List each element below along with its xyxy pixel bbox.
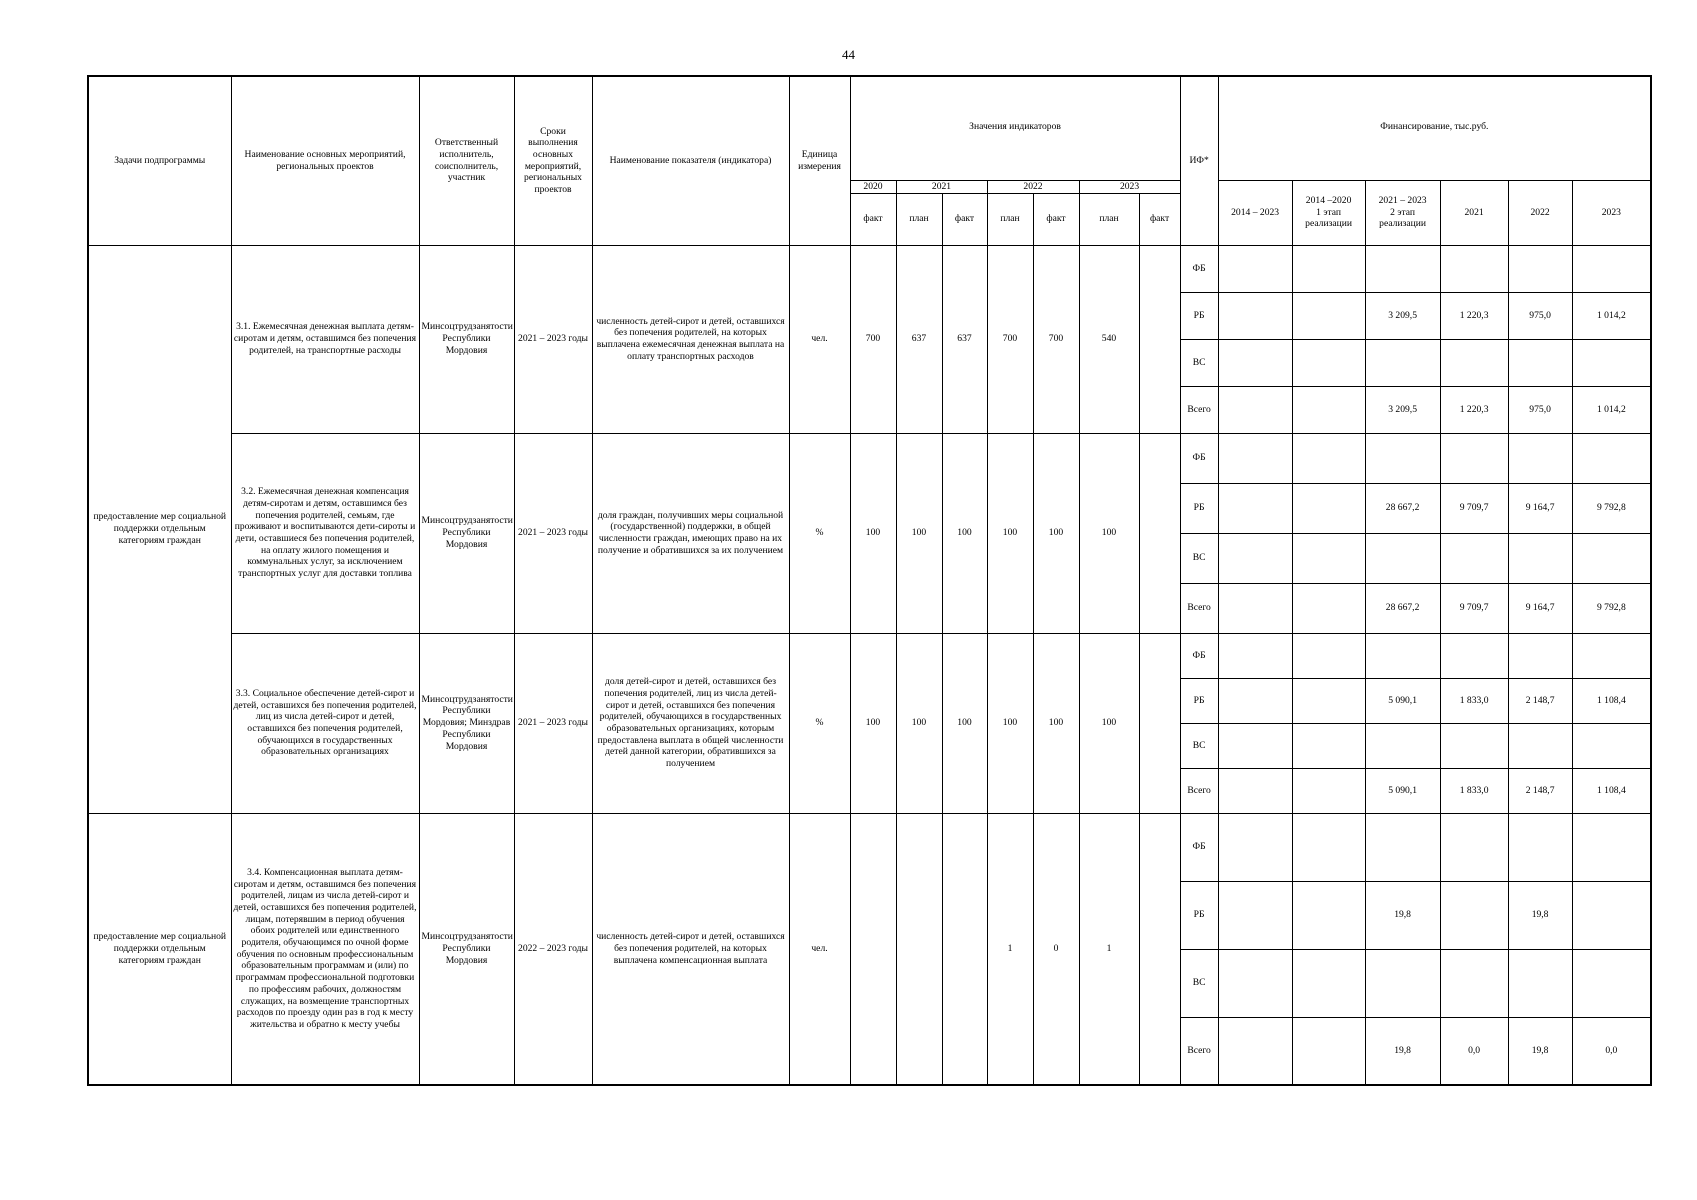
fin-value: 9 164,7 [1508,483,1572,533]
fin-source: ФБ [1180,245,1218,292]
fin-value [1218,881,1292,949]
fin-value [1218,678,1292,723]
indicator-value: 100 [987,633,1033,813]
fin-value: 2 148,7 [1508,768,1572,813]
fin-value [1508,533,1572,583]
indicator-value: 637 [942,245,987,433]
fin-value [1365,813,1440,881]
executor-cell: Минсоцтрудзанятости Республики Мордовия [419,813,514,1085]
fin-value: 975,0 [1508,292,1572,339]
header-subcol: факт [1033,193,1079,245]
fin-value [1218,768,1292,813]
fin-value: 9 792,8 [1572,583,1651,633]
fin-value: 19,8 [1365,881,1440,949]
fin-source: ФБ [1180,633,1218,678]
indicator-cell: численность детей-сирот и детей, оставшихся без попечения родителей, на которых выплачена компенсационная выплата [592,813,789,1085]
table-row [88,433,1651,483]
fin-source: Всего [1180,1017,1218,1085]
fin-value [1572,881,1651,949]
fin-source: РБ [1180,881,1218,949]
header-year-2021: 2021 [896,180,987,193]
terms-cell: 2022 – 2023 годы [514,813,592,1085]
fin-value [1365,245,1440,292]
fin-value [1292,881,1365,949]
header-fin-col: 2014 – 2023 [1218,180,1292,245]
fin-value [1572,245,1651,292]
header-year-2020: 2020 [850,180,896,193]
indicator-value: 100 [1033,433,1079,633]
measure-cell: 3.4. Компенсационная выплата детям-сиротам и детям, оставшимся без попечения родителей, лицам из числа детей-сирот и детей, оставшихся без попечения родителей, лицам, потерявшим в период обучения обоих родителей или единственного родителя, обучающимся по очной форме обучения по основным профессиональным образовательным программам и (или) по программам профессиональной подготовки по профессиям рабочих, должностям служащих, на возмещение транспортных расходов по проезду один раз в год к месту жительства и обратно к месту учебы [231,813,419,1085]
fin-value: 1 833,0 [1440,768,1508,813]
fin-value [1292,949,1365,1017]
header-values: Значения индикаторов [850,76,1180,180]
fin-value [1218,949,1292,1017]
indicator-value: 1 [1079,813,1139,1085]
fin-value: 3 209,5 [1365,292,1440,339]
fin-value [1292,633,1365,678]
indicator-value [850,813,896,1085]
unit-cell: чел. [789,245,850,433]
fin-value: 5 090,1 [1365,678,1440,723]
header-fin-col: 2022 [1508,180,1572,245]
fin-source: ВС [1180,533,1218,583]
fin-value [1440,533,1508,583]
indicator-value [1139,245,1180,433]
fin-value [1365,433,1440,483]
indicator-value [1139,433,1180,633]
fin-value [1508,949,1572,1017]
header-year-2023: 2023 [1079,180,1180,193]
header-subcol: план [1079,193,1139,245]
fin-value [1440,881,1508,949]
fin-value [1292,813,1365,881]
fin-value [1365,723,1440,768]
fin-value [1292,433,1365,483]
indicator-value: 100 [850,433,896,633]
fin-value [1440,633,1508,678]
fin-value: 1 833,0 [1440,678,1508,723]
indicator-value: 700 [987,245,1033,433]
fin-value [1440,339,1508,386]
unit-cell: % [789,433,850,633]
fin-value: 9 709,7 [1440,483,1508,533]
fin-value [1292,483,1365,533]
header-subcol: факт [942,193,987,245]
fin-value [1292,678,1365,723]
fin-value: 9 164,7 [1508,583,1572,633]
indicator-value [1139,633,1180,813]
indicator-cell: численность детей-сирот и детей, оставшихся без попечения родителей, на которых выплачена ежемесячная денежная выплата на оплату транспортных расходов [592,245,789,433]
fin-source: ФБ [1180,433,1218,483]
header-subcol: план [896,193,942,245]
indicator-cell: доля граждан, получивших меры социальной (государственной) поддержки, в общей численности граждан, имеющих право на их получение и обратившихся за их получением [592,433,789,633]
fin-value [1572,949,1651,1017]
fin-value [1508,723,1572,768]
fin-value [1508,813,1572,881]
fin-value [1572,533,1651,583]
fin-value: 0,0 [1572,1017,1651,1085]
fin-value: 28 667,2 [1365,483,1440,533]
fin-value [1218,633,1292,678]
fin-value [1292,533,1365,583]
indicator-value [1139,813,1180,1085]
fin-value [1218,433,1292,483]
fin-value [1440,813,1508,881]
fin-source: ФБ [1180,813,1218,881]
fin-value: 1 108,4 [1572,768,1651,813]
fin-value: 1 014,2 [1572,292,1651,339]
table-row [88,245,1651,292]
fin-source: РБ [1180,292,1218,339]
executor-cell: Минсоцтрудзанятости Республики Мордовия [419,433,514,633]
fin-value [1292,583,1365,633]
fin-value [1218,292,1292,339]
header-tasks: Задачи подпрограммы [88,76,231,245]
indicator-value: 700 [850,245,896,433]
header-fin-col: 2014 –2020 1 этап реализации [1292,180,1365,245]
indicator-value: 100 [942,433,987,633]
fin-source: ВС [1180,949,1218,1017]
indicator-value: 100 [1079,633,1139,813]
executor-cell: Минсоцтрудзанятости Республики Мордовия [419,245,514,433]
header-terms: Сроки выполнения основных мероприятий, региональных проектов [514,76,592,245]
header-measures: Наименование основных мероприятий, региональных проектов [231,76,419,245]
terms-cell: 2021 – 2023 годы [514,633,592,813]
fin-value [1508,433,1572,483]
indicator-value: 637 [896,245,942,433]
fin-value [1365,533,1440,583]
fin-value [1440,949,1508,1017]
fin-value: 1 108,4 [1572,678,1651,723]
fin-value [1292,723,1365,768]
header-fin-col: 2021 [1440,180,1508,245]
fin-value: 975,0 [1508,386,1572,433]
indicator-value: 100 [896,633,942,813]
fin-source: Всего [1180,386,1218,433]
header-indicator: Наименование показателя (индикатора) [592,76,789,245]
indicator-value: 100 [987,433,1033,633]
indicator-value: 100 [850,633,896,813]
fin-value [1508,339,1572,386]
fin-value [1218,245,1292,292]
fin-value [1440,433,1508,483]
indicator-value: 100 [1079,433,1139,633]
program-table [87,75,1652,1086]
indicator-value: 100 [942,633,987,813]
measure-cell: 3.3. Социальное обеспечение детей-сирот и детей, оставшихся без попечения родителей, лиц из числа детей-сирот и детей, оставшихся без попечения родителей, обучающихся в государственных образовательных организациях [231,633,419,813]
fin-value [1292,245,1365,292]
fin-value [1365,949,1440,1017]
fin-value: 19,8 [1508,1017,1572,1085]
fin-value: 3 209,5 [1365,386,1440,433]
fin-value [1218,339,1292,386]
fin-value [1218,386,1292,433]
fin-value [1572,633,1651,678]
fin-value: 1 220,3 [1440,386,1508,433]
measure-cell: 3.2. Ежемесячная денежная компенсация детям-сиротам и детям, оставшимся без попечения родителей, семьям, где проживают и воспитываются дети-сироты и дети, оставшиеся без попечения родителей, на оплату жилого помещения и коммунальных услуг, за исключением транспортных услуг для доставки топлива [231,433,419,633]
header-subcol: план [987,193,1033,245]
fin-value [1218,1017,1292,1085]
fin-value [1292,292,1365,339]
fin-value [1572,813,1651,881]
fin-value [1218,483,1292,533]
fin-value [1508,633,1572,678]
fin-value: 19,8 [1508,881,1572,949]
table-row [88,813,1651,881]
header-if: ИФ* [1180,76,1218,245]
fin-value: 1 014,2 [1572,386,1651,433]
terms-cell: 2021 – 2023 годы [514,433,592,633]
measure-cell: 3.1. Ежемесячная денежная выплата детям-сиротам и детям, оставшимся без попечения родителей, на транспортные расходы [231,245,419,433]
header-executor: Ответственный исполнитель, соисполнитель, участник [419,76,514,245]
indicator-value: 100 [896,433,942,633]
indicator-value: 100 [1033,633,1079,813]
fin-value [1218,583,1292,633]
fin-value [1218,723,1292,768]
fin-value [1292,1017,1365,1085]
fin-value [1440,245,1508,292]
fin-value [1365,633,1440,678]
unit-cell: чел. [789,813,850,1085]
fin-value: 1 220,3 [1440,292,1508,339]
task-cell: предоставление мер социальной поддержки отдельным категориям граждан [88,245,231,813]
fin-value [1572,339,1651,386]
header-year-2022: 2022 [987,180,1079,193]
indicator-value [942,813,987,1085]
fin-value [1292,339,1365,386]
unit-cell: % [789,633,850,813]
header-subcol: факт [850,193,896,245]
indicator-value: 540 [1079,245,1139,433]
fin-value [1292,768,1365,813]
fin-source: ВС [1180,723,1218,768]
fin-value: 9 792,8 [1572,483,1651,533]
fin-value [1218,813,1292,881]
page-number: 44 [842,47,855,62]
task-cell: предоставление мер социальной поддержки отдельным категориям граждан [88,813,231,1085]
fin-value: 28 667,2 [1365,583,1440,633]
header-financing: Финансирование, тыс.руб. [1218,76,1651,180]
fin-source: РБ [1180,483,1218,533]
table-row [88,633,1651,678]
fin-value [1572,723,1651,768]
fin-value [1440,723,1508,768]
indicator-cell: доля детей-сирот и детей, оставшихся без попечения родителей, лиц из числа детей-сирот и детей, оставшихся без попечения родителей, обучающихся в государственных образовательных организациях, которым предоставлена выплата в общей численности детей данной категории, обратившихся за получением [592,633,789,813]
fin-value [1218,533,1292,583]
indicator-value: 1 [987,813,1033,1085]
indicator-value [896,813,942,1085]
fin-source: Всего [1180,768,1218,813]
indicator-value: 0 [1033,813,1079,1085]
fin-value: 0,0 [1440,1017,1508,1085]
fin-source: Всего [1180,583,1218,633]
header-unit: Единица измерения [789,76,850,245]
fin-value: 5 090,1 [1365,768,1440,813]
table-body [88,245,1651,1085]
fin-source: ВС [1180,339,1218,386]
fin-value: 19,8 [1365,1017,1440,1085]
header-fin-col: 2023 [1572,180,1651,245]
header-fin-col: 2021 – 2023 2 этап реализации [1365,180,1440,245]
fin-source: РБ [1180,678,1218,723]
fin-value [1572,433,1651,483]
fin-value: 2 148,7 [1508,678,1572,723]
fin-value: 9 709,7 [1440,583,1508,633]
indicator-value: 700 [1033,245,1079,433]
fin-value [1508,245,1572,292]
terms-cell: 2021 – 2023 годы [514,245,592,433]
fin-value [1292,386,1365,433]
header-subcol: факт [1139,193,1180,245]
executor-cell: Минсоцтрудзанятости Республики Мордовия; Минздрав Республики Мордовия [419,633,514,813]
fin-value [1365,339,1440,386]
